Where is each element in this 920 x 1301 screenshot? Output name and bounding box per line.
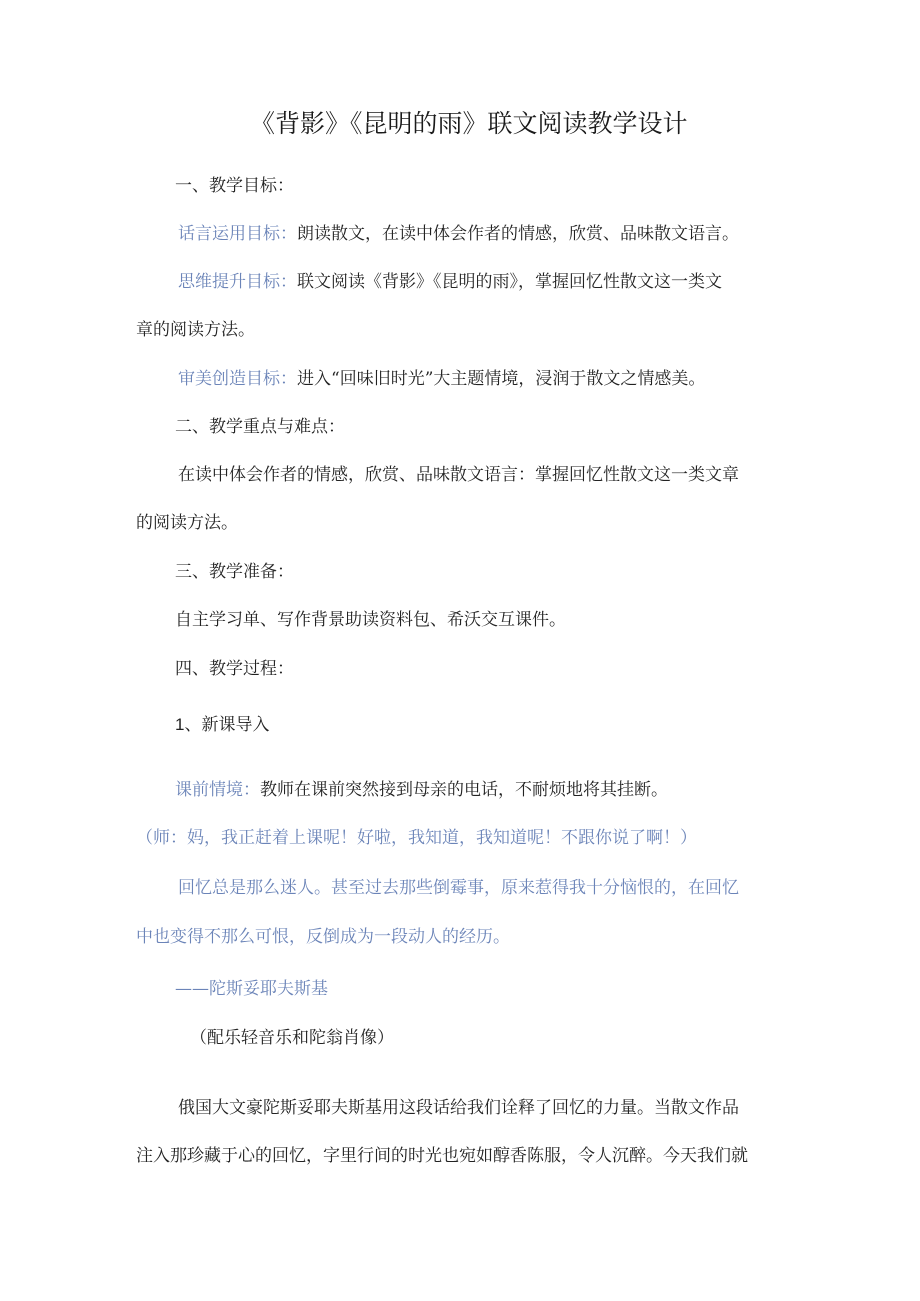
step1-number: 1 <box>175 715 185 734</box>
document-title: 《背影》《昆明的雨》联文阅读教学设计 <box>250 109 688 138</box>
section3-heading: 三、教学准备： <box>175 562 294 582</box>
goal3-label: 审美创造目标： <box>178 369 297 389</box>
goal1-text: 朗读散文，在读中体会作者的情感，欣赏、品味散文语言。 <box>297 224 739 244</box>
intro-paragraph-cont: 注入那珍藏于心的回忆，字里行间的时光也宛如醇香陈服，令人沉醉。今天我们就 <box>136 1146 748 1166</box>
goal2-line <box>178 270 722 294</box>
section2-text-cont: 的阅读方法。 <box>136 513 238 533</box>
context-line <box>175 778 668 802</box>
goal2-label: 思维提升目标： <box>178 272 297 292</box>
step1-text: 、新课导入 <box>184 715 270 735</box>
section1-heading: 一、教学目标： <box>175 176 294 196</box>
section3-text: 自主学习单、写作背景助读资料包、希沃交互课件。 <box>175 610 566 630</box>
quote-attribution: ——陀斯妥耶夫斯基 <box>175 979 328 999</box>
intro-paragraph: 俄国大文豪陀斯妥耶夫斯基用这段话给我们诠释了回忆的力量。当散文作品 <box>178 1098 739 1118</box>
goal1-line <box>178 222 739 246</box>
goal3-text: 进入“回味旧时光”大主题情境，浸润于散文之情感美。 <box>297 369 706 389</box>
step1-heading <box>175 713 269 737</box>
quote-text: 回忆总是那么迷人。甚至过去那些倒霉事，原来惹得我十分恼恨的，在回忆 <box>178 878 739 898</box>
context-text: 教师在课前突然接到母亲的电话，不耐烦地将其挂断。 <box>260 780 668 800</box>
quote-text-cont: 中也变得不那么可恨，反倒成为一段动人的经历。 <box>136 927 510 947</box>
music-note: （配乐轻音乐和陀翁肖像） <box>190 1028 394 1048</box>
goal2-text-cont: 章的阅读方法。 <box>136 320 255 340</box>
goal1-label: 话言运用目标： <box>178 224 297 244</box>
section2-text: 在读中体会作者的情感，欣赏、品味散文语言：掌握回忆性散文这一类文章 <box>178 465 739 485</box>
context-label: 课前情境： <box>175 780 260 800</box>
teacher-dialogue: （师：妈，我正赶着上课呢！好啦，我知道，我知道呢！不跟你说了啊！） <box>136 828 697 848</box>
section2-heading: 二、教学重点与难点： <box>175 417 345 437</box>
goal2-text: 联文阅读《背影》《昆明的雨》，掌握回忆性散文这一类文 <box>297 272 722 292</box>
section4-heading: 四、教学过程： <box>175 659 294 679</box>
goal3-line <box>178 367 705 391</box>
